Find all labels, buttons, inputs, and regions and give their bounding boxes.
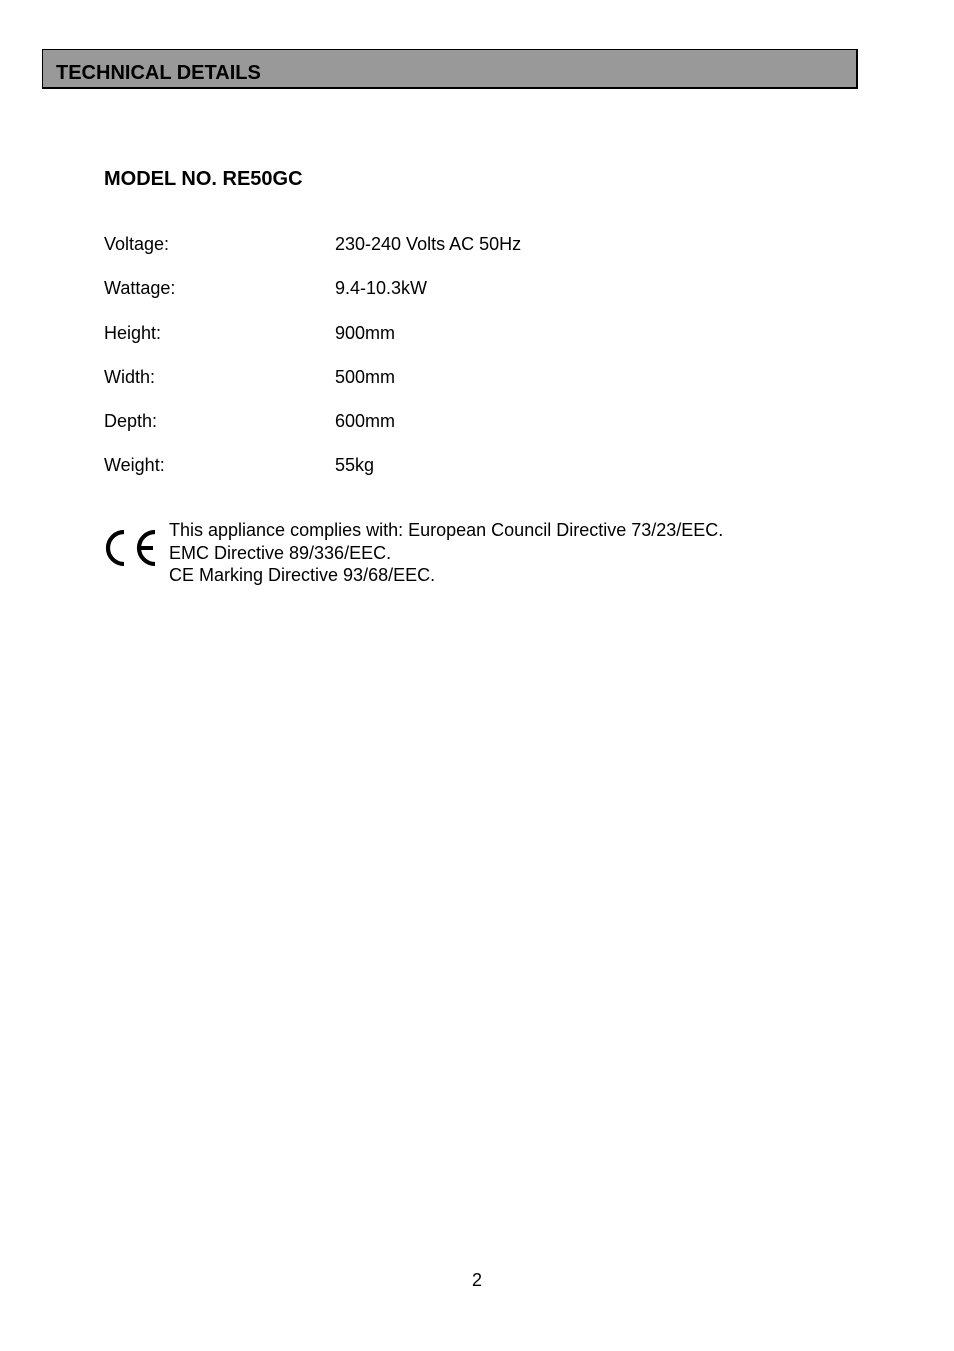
- spec-value: 500mm: [335, 366, 396, 387]
- spec-value: 230-240 Volts AC 50Hz: [335, 234, 522, 254]
- compliance-line: CE Marking Directive 93/68/EEC.: [169, 565, 436, 585]
- section-header: [42, 49, 858, 89]
- compliance-line: This appliance complies with: European Council Directive 73/23/EEC.: [169, 520, 724, 540]
- spec-value: 900mm: [335, 322, 396, 343]
- compliance-line: EMC Directive 89/336/EEC.: [169, 542, 392, 563]
- spec-label: Depth:: [104, 411, 158, 432]
- spec-label: Height:: [104, 322, 162, 343]
- spec-value: 600mm: [335, 411, 396, 432]
- spec-label: Weight:: [104, 455, 165, 476]
- spec-label: Width:: [104, 366, 156, 387]
- spec-value: 9.4-10.3kW: [335, 278, 428, 299]
- ce-mark-icon: [104, 528, 158, 568]
- spec-value: 55kg: [335, 455, 375, 476]
- section-title: TECHNICAL DETAILS: [56, 62, 261, 84]
- spec-label: Wattage:: [104, 278, 176, 299]
- page-number: 2: [471, 1270, 482, 1290]
- model-number-heading: MODEL NO. RE50GC: [104, 168, 303, 190]
- spec-label: Voltage:: [104, 234, 170, 254]
- compliance-text: [169, 519, 723, 587]
